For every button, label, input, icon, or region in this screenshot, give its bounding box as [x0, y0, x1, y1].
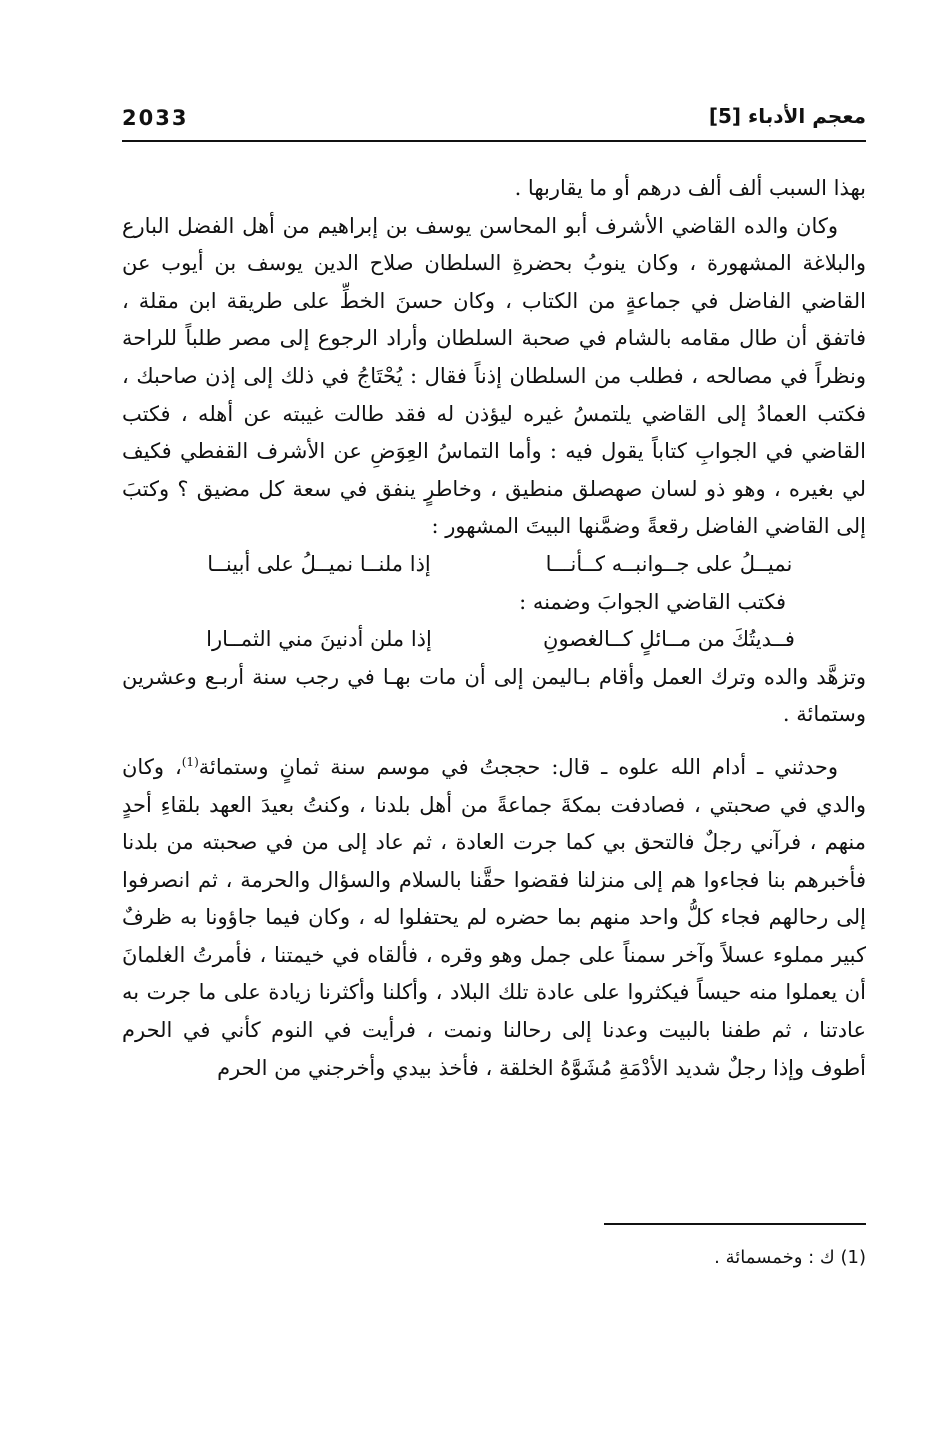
verse-1-hemistich-b: إذا ملنــا نميــلُ على أبينــا: [207, 551, 431, 576]
verse-2-hemistich-a: فــديتُكَ من مــائلٍ كــالغصونِ: [543, 627, 795, 652]
page-number: 2033: [122, 106, 189, 130]
paragraph-2: وكان والده القاضي الأشرف أبو المحاسن يوسف بن إبراهيم من أهل الفضل البارع والبلاغة المشهورة ، وكان ينوبُ بحضرةِ السلطان صلاح الدين يوسف بن أيوب عن القاضي الفاضل في جماعةٍ من الكتاب ، وكان حسنَ الخطِّ على طريقة ابن مقلة ، فاتفق أن طال مقامه بالشام في صحبة السلطان وأراد الرجوع إلى مصر طلباً للراحة ونظراً في مصالحه ، فطلب من السلطان إذناً فقال : يُحْتَاجُ في ذلك إلى إذن صاحبك ، فكتب العمادُ إلى القاضي يلتمسُ غيره ليؤذن له فقد طالت غيبته عن أهله ، فكتب القاضي في الجوابِ كتاباً يقول فيه : وأما التماسُ العِوَضِ عن الأشرف القفطي فكيف لي بغيره ، وهو ذو لسان صهصلق منطيق ، وخاطرٍ ينفق في سعة كل مضيق ؟ وكتبَ إلى القاضي الفاضل رقعةً وضمَّنها البيتَ المشهور :: [122, 213, 867, 539]
paragraph-4-rest: ، وكان والدي في صحبتي ، فصادفت بمكةَ جماعةً من أهل بلدنا ، وكنتُ بعيدَ العهد بلقاءِ أحدٍ منهم ، فرآني رجلٌ فالتحق بي كما جرت العادة ، ثم عاد إلى من في صحبته من بلدنا فأخبرهم بنا فجاءوا هم إلى منزلنا فقضوا حقَّنا بالسلام والسؤال والحرمة ، ثم انصرفوا إلى رحالهم فجاء كلُّ واحد منهم بما حضره لم يحتفلوا له ، وكان فيما جاؤونا به ظرفٌ كبير مملوء عسلاً وآخر سمناً على جمل وهو وقره ، فألقاه في خيمتنا ، فأمرتُ الغلمانَ أن يعملوا منه حيساً فيكثروا على عادة تلك البلاد ، وأكلنا وأكثرنا زيادة على ما جرت به عادتنا ، ثم طفنا بالبيت وعدنا إلى رحالنا ونمت ، فرأيت في النوم كأني في الحرم أطوف وإذا رجلٌ شديد الأدْمَةِ مُشَوَّهُ الخلقة ، فأخذ بيدي وأخرجني من الحرم: [122, 754, 866, 1080]
verse-intro: فكتب القاضي الجوابَ وضمنه :: [519, 589, 786, 614]
paragraph-4-start: وحدثني ـ أدام الله علوه ـ قال: حججتُ في موسم سنة ثمانٍ وستمائة: [198, 754, 838, 779]
paragraph-1: بهذا السبب ألف ألف درهم أو ما يقاربها .: [514, 176, 866, 200]
header-rule: [122, 140, 866, 142]
footnote-rule: [604, 1223, 866, 1225]
running-title: معجم الأدباء [5]: [708, 104, 866, 128]
paragraph-3: وتزهَّد والده وترك العمل وأقام بـاليمن إلى أن مات بهـا في رجب سنة أربـع وعشرين وستمائة .: [122, 664, 866, 727]
verse-line-1: [122, 546, 866, 584]
footnote-marker[interactable]: (1): [181, 754, 199, 769]
main-text: [122, 170, 866, 1087]
page-header: [122, 100, 866, 140]
verse-1-hemistich-a: نميــلُ على جــوانبــه كــأنـــا: [545, 551, 793, 576]
verse-line-2: [122, 621, 866, 659]
footnote: (1) ك : وخمسمائة .: [714, 1247, 866, 1268]
verse-2-hemistich-b: إذا ملن أدنينَ مني الثمــارا: [206, 627, 432, 652]
paragraph-4: [122, 744, 866, 1087]
